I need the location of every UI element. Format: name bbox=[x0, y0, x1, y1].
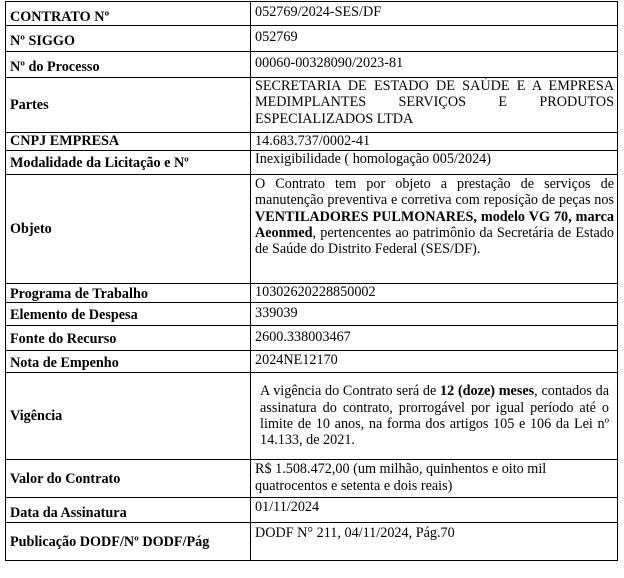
value-valor: R$ 1.508.472,00 (um milhão, quinhentos e oito mil quatrocentos e setenta e dois reais) bbox=[251, 460, 618, 498]
label-fonte: Fonte do Recurso bbox=[6, 326, 251, 351]
label-modalidade: Modalidade da Licitação e Nº bbox=[6, 151, 251, 175]
objeto-text: O Contrato tem por objeto a prestação de serviços de manutenção preventiva e corretiva com reposição de peças nos bbox=[255, 176, 614, 209]
vigencia-text-end: , contados da assinatura do contrato, prorrogável por igual período até o limite de 10 anos, na forma dos artigos 105 e 106 da Lei nº 14.133, de 2021. bbox=[260, 383, 610, 449]
value-siggo: 052769 bbox=[251, 26, 618, 52]
vigencia-bold: 12 (doze) meses bbox=[440, 383, 535, 400]
row-programa bbox=[6, 284, 618, 303]
value-data: 01/11/2024 bbox=[251, 498, 618, 523]
label-partes: Partes bbox=[6, 78, 251, 133]
label-empenho: Nota de Empenho bbox=[6, 351, 251, 373]
value-elemento: 339039 bbox=[251, 303, 618, 326]
value-fonte: 2600.338003467 bbox=[251, 326, 618, 351]
row-contrato bbox=[6, 2, 618, 26]
row-publicacao bbox=[6, 523, 618, 561]
value-vigencia bbox=[251, 373, 618, 460]
value-contrato: 052769/2024-SES/DF bbox=[251, 2, 618, 26]
value-cnpj: 14.683.737/0002-41 bbox=[251, 133, 618, 151]
label-publicacao: Publicação DODF/Nº DODF/Pág bbox=[6, 523, 251, 561]
value-partes: SECRETARIA DE ESTADO DE SAÚDE E A EMPRESA MEDIMPLANTES SERVIÇOS E PRODUTOS ESPECIALIZADOS LTDA bbox=[251, 78, 618, 133]
row-objeto bbox=[6, 175, 618, 284]
row-modalidade bbox=[6, 151, 618, 175]
value-publicacao: DODF N° 211, 04/11/2024, Pág.70 bbox=[251, 523, 618, 561]
label-cnpj: CNPJ EMPRESA bbox=[6, 133, 251, 151]
label-objeto: Objeto bbox=[6, 175, 251, 284]
row-partes bbox=[6, 78, 618, 133]
value-empenho: 2024NE12170 bbox=[251, 351, 618, 373]
row-fonte bbox=[6, 326, 618, 351]
label-data: Data da Assinatura bbox=[6, 498, 251, 523]
row-empenho bbox=[6, 351, 618, 373]
contract-table bbox=[5, 1, 618, 561]
objeto-text-end: , pertencentes ao patrimônio da Secretária de Estado de Saúde do Distrito Federal (SES/DF). bbox=[255, 224, 614, 258]
row-cnpj bbox=[6, 133, 618, 151]
value-programa: 10302620228850002 bbox=[251, 284, 618, 303]
label-vigencia: Vigência bbox=[6, 373, 251, 460]
label-siggo: Nº SIGGO bbox=[6, 26, 251, 52]
row-elemento bbox=[6, 303, 618, 326]
row-valor bbox=[6, 460, 618, 498]
row-siggo bbox=[6, 26, 618, 52]
label-programa: Programa de Trabalho bbox=[6, 284, 251, 303]
label-elemento: Elemento de Despesa bbox=[6, 303, 251, 326]
label-processo: Nº do Processo bbox=[6, 52, 251, 78]
value-objeto bbox=[251, 175, 618, 284]
row-processo bbox=[6, 52, 618, 78]
row-data bbox=[6, 498, 618, 523]
label-valor: Valor do Contrato bbox=[6, 460, 251, 498]
label-contrato: CONTRATO Nº bbox=[6, 2, 251, 26]
value-processo: 00060-00328090/2023-81 bbox=[251, 52, 618, 78]
value-modalidade: Inexigibilidade ( homologação 005/2024) bbox=[251, 151, 618, 175]
objeto-bold: VENTILADORES PULMONARES, modelo VG 70, marca Aeonmed bbox=[255, 208, 614, 241]
vigencia-text: A vigência do Contrato será de bbox=[260, 383, 441, 400]
row-vigencia bbox=[6, 373, 618, 460]
